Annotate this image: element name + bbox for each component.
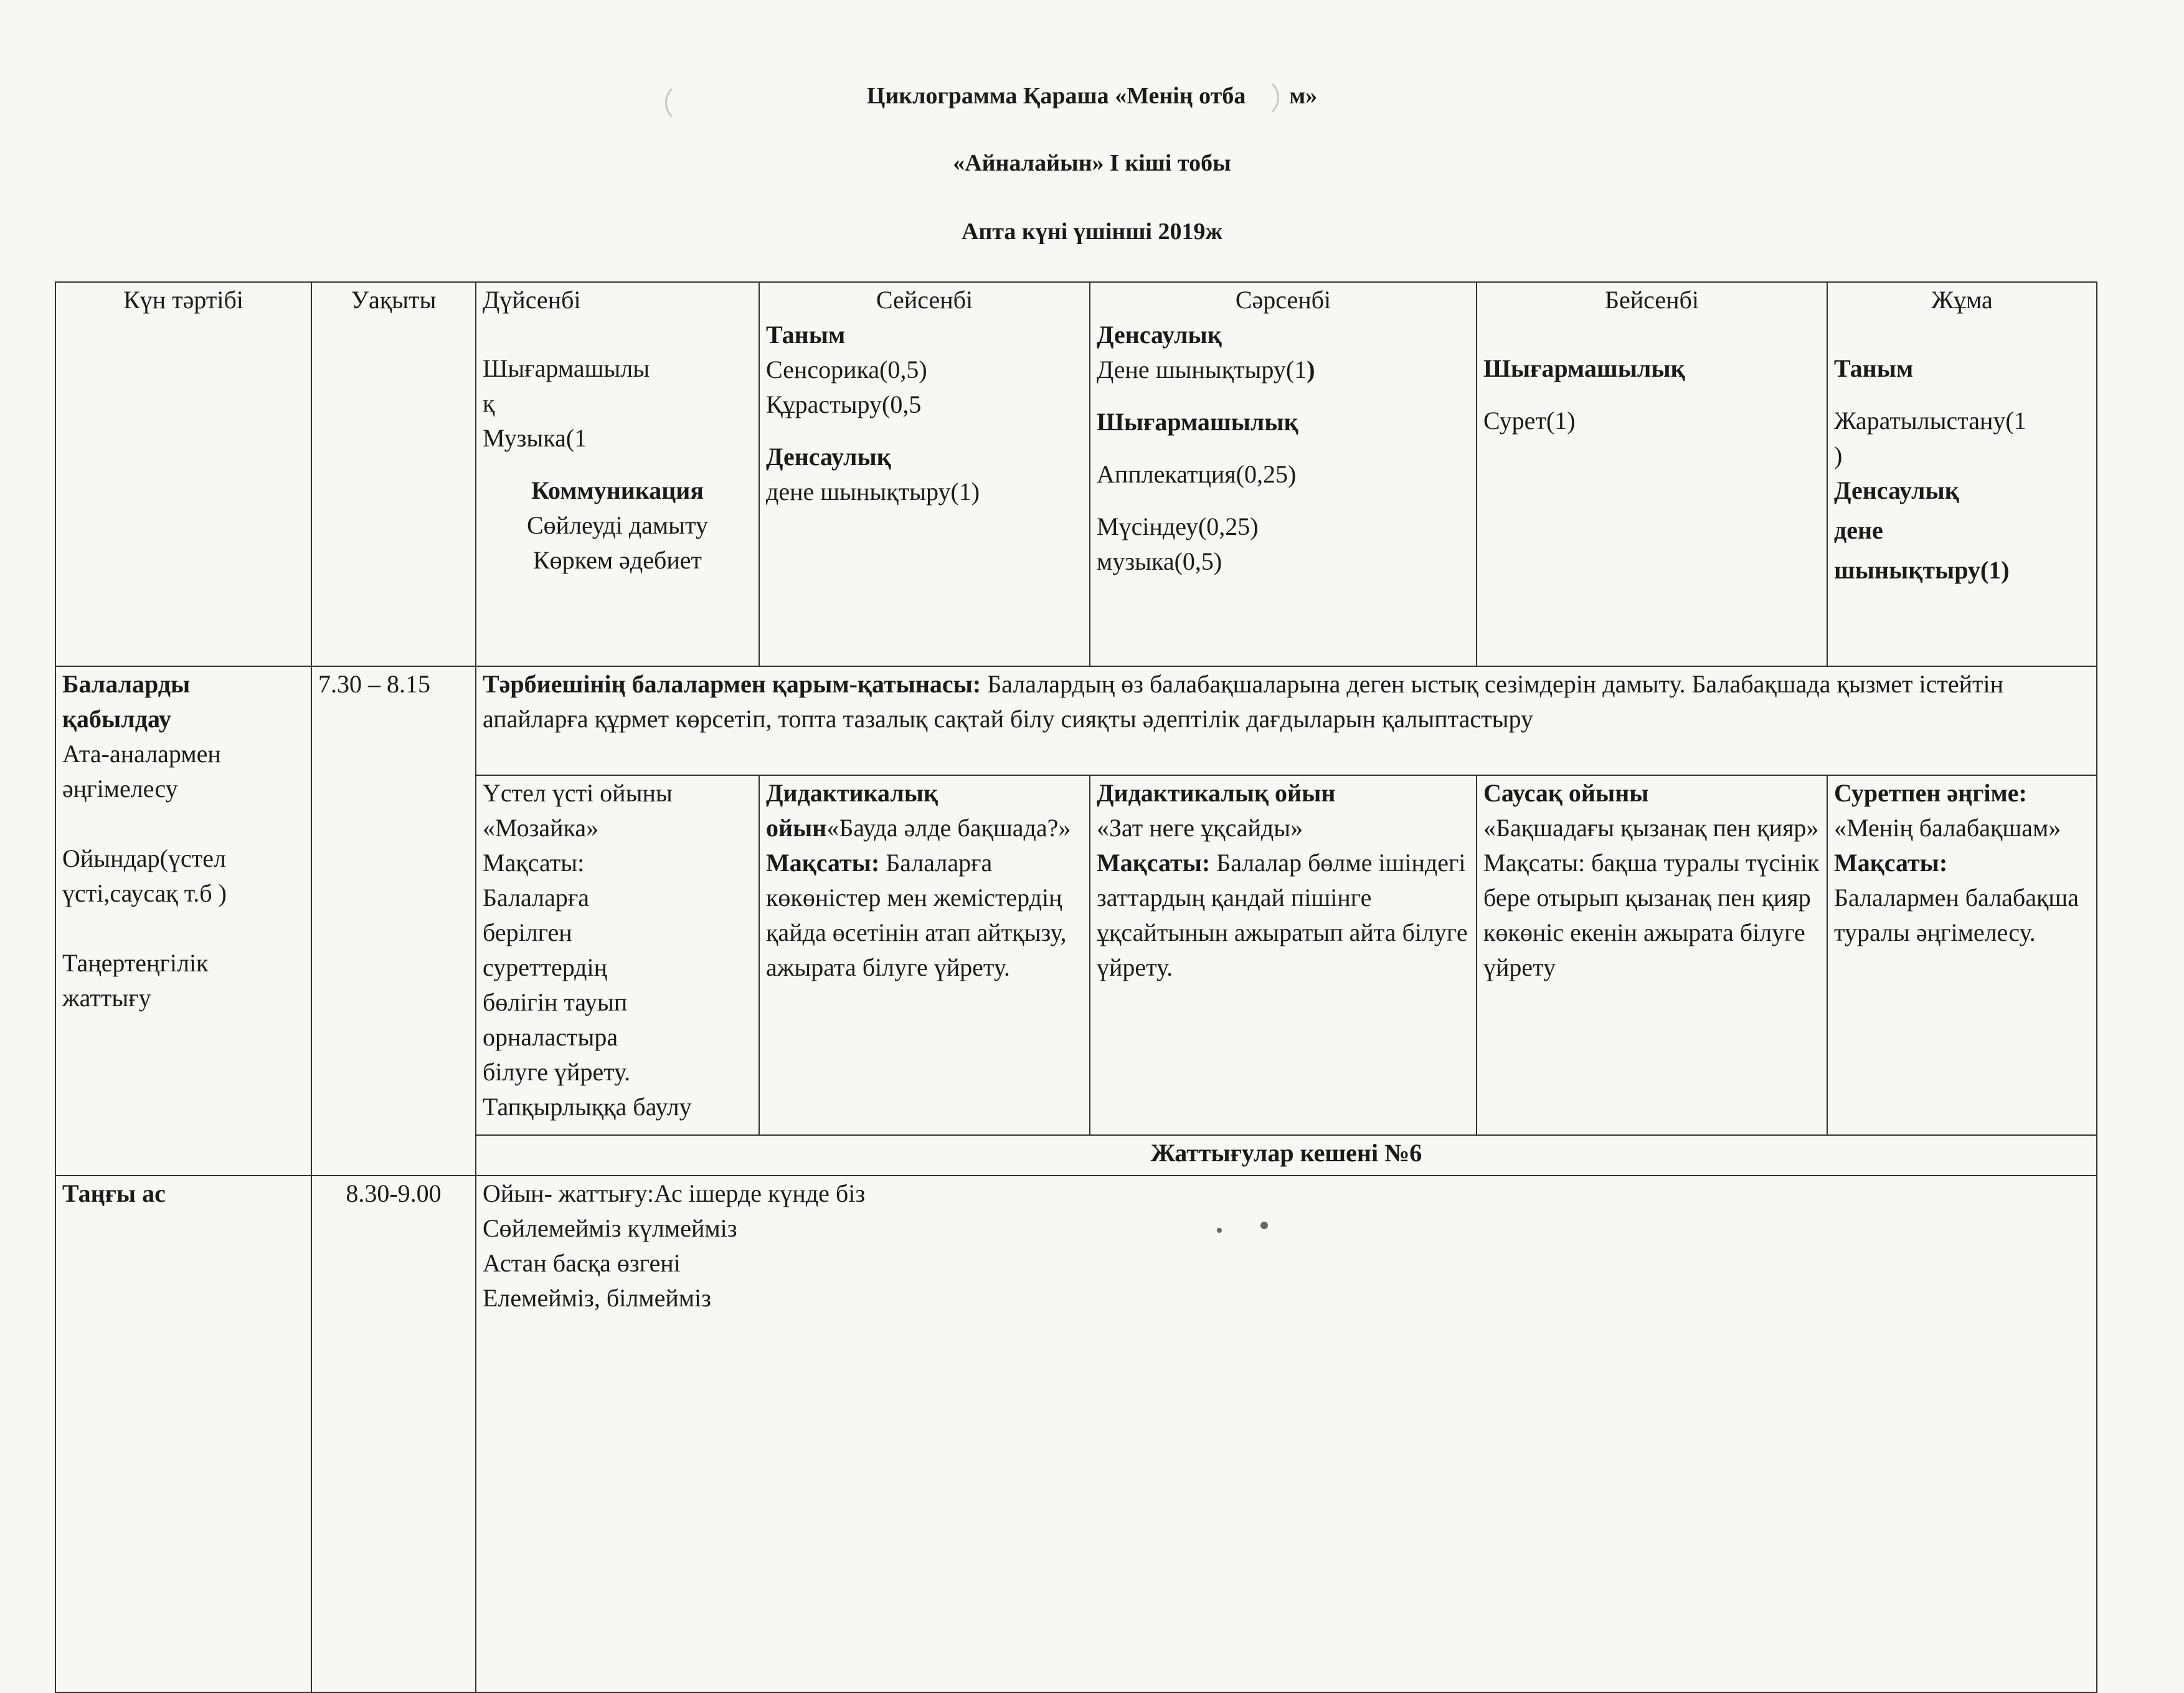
- thursday-game-cell: Саусақ ойыны «Бақшадағы қызанақ пен қияр» Мақсаты: бақша туралы түсінік бере отырып қызанақ пен қияр көкөніс екенін ажырата білуге үйрету: [1477, 775, 1827, 1135]
- exercise-complex-cell: Жаттығулар кешені №6: [476, 1135, 2097, 1176]
- col-wednesday: Сәрсенбі Денсаулық Дене шынықтыру(1) Шығармашылық Апплекатция(0,25) Мүсіндеу(0,25) музыка(0,5): [1090, 282, 1477, 666]
- breakfast-routine-cell: Таңғы ас: [55, 1176, 311, 1692]
- col-thursday: Бейсенбі Шығармашылық Сурет(1): [1477, 282, 1827, 666]
- breakfast-game-cell: Ойын- жаттығу:Ас ішерде күнде біз Сөйлемейміз күлмейміз Астан басқа өзгені Елемейміз, білмейміз: [476, 1176, 2097, 1692]
- tuesday-game-cell: Дидактикалық ойын«Бауда әлде бақшада?» Мақсаты: Балаларға көкөністер мен жемістердің қайда өсетінін атап айтқызу, ажырата білуге үйрету.: [759, 775, 1090, 1135]
- wednesday-game-cell: Дидактикалық ойын «Зат неге ұқсайды» Мақсаты: Балалар бөлме ішіндегі заттардың қандай пішінге ұқсайтынын ажыратып айта білуге үйрету.: [1090, 775, 1477, 1135]
- col-time: Уақыты: [311, 282, 476, 666]
- breakfast-time-cell: 8.30-9.00: [311, 1176, 476, 1692]
- scan-speck: [1260, 1222, 1268, 1229]
- reception-routine-cell: Балаларды қабылдау Ата-аналармен әңгімелесу Ойындар(үстел үсті,саусақ т.б ) Таңертеңгілік жаттығу: [55, 666, 311, 1176]
- col-friday: Жұма Таным Жаратылыстану(1 ) Денсаулық дене шынықтыру(1): [1827, 282, 2097, 666]
- header-row: [55, 282, 2097, 666]
- reception-time-cell: 7.30 – 8.15: [311, 666, 476, 1176]
- schedule-table: [55, 281, 2097, 1693]
- group-line: «Айналайын» І кіші тобы: [953, 150, 1231, 176]
- col-tuesday: Сейсенбі Таным Сенсорика(0,5) Құрастыру(0,5 Денсаулық дене шынықтыру(1): [759, 282, 1090, 666]
- breakfast-row: [55, 1176, 2097, 1692]
- reception-row: [55, 666, 2097, 775]
- teacher-note-cell: Тәрбиешінің балалармен қарым-қатынасы: Балалардың өз балабақшаларына деген ыстық сезімдерін дамыту. Балабақшада қызмет істейтін апайларға құрмет көрсетіп, топта тазалық сақтай білу сияқты әдептілік дағдыларын қалыптастыру: [476, 666, 2097, 775]
- title-line: Циклограмма Қараша «Менің отба м»: [866, 83, 1318, 109]
- friday-game-cell: Суретпен әңгіме: «Менің балабақшам» Мақсаты: Балалармен балабақша туралы әңгімелесу.: [1827, 775, 2097, 1135]
- monday-game-cell: Үстел үсті ойыны «Мозайка» Мақсаты: Балаларға берілген суреттердің бөлігін тауып орналастыра білуге үйрету. Тапқырлыққа баулу: [476, 775, 759, 1135]
- scan-speck: [1217, 1228, 1222, 1233]
- col-monday: Дүйсенбі Шығармашылы қ Музыка(1 Коммуникация Сөйлеуді дамыту Көркем әдебиет: [476, 282, 759, 666]
- col-routine: Күн тәртібі: [55, 282, 311, 666]
- week-line: Апта күні үшінші 2019ж: [961, 219, 1223, 245]
